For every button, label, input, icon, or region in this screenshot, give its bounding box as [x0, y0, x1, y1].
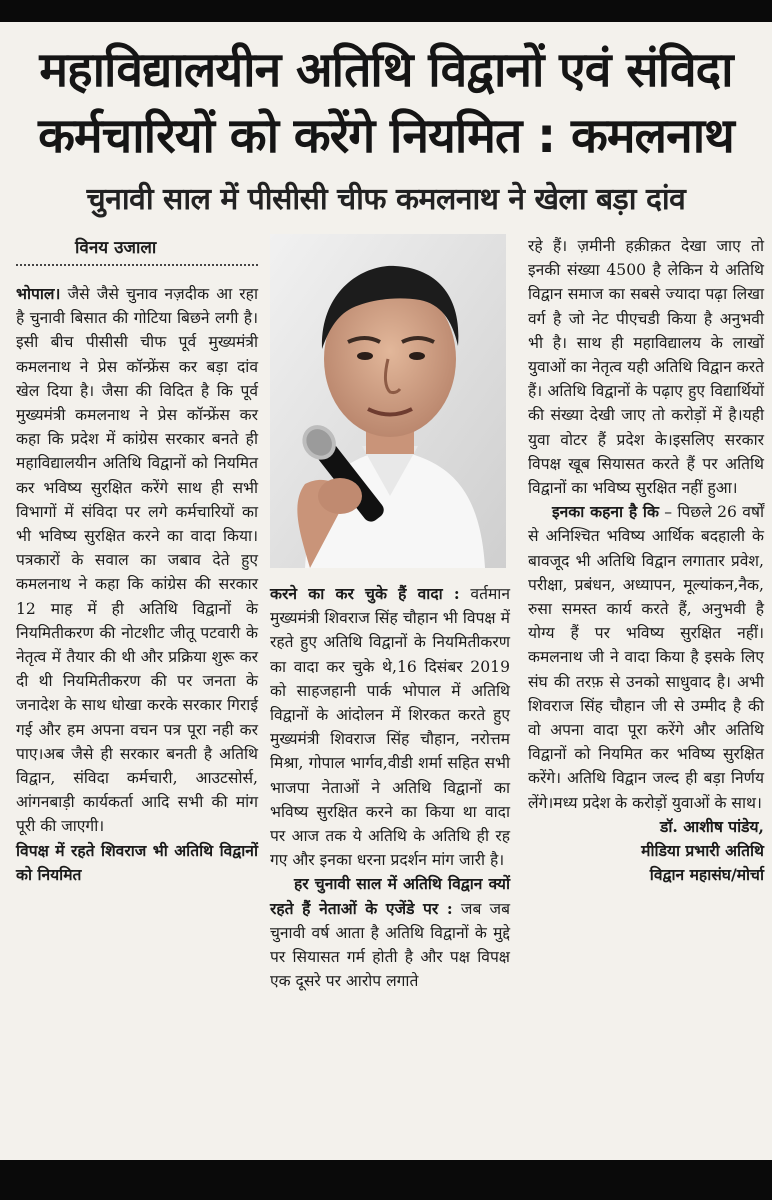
column-2-body-2: जब जब चुनावी वर्ष आता है अतिथि विद्वानों के मुद्दे पर सियासत गर्म होती है और पक्ष विपक्ष एक दूसरे पर आरोप लगाते	[270, 899, 510, 991]
newspaper-clipping	[0, 22, 772, 1160]
column-2-body-1: वर्तमान मुख्यमंत्री शिवराज सिंह चौहान भी विपक्ष में रहते हुए अतिथि विद्वानों के नियमितीकरण का वादा कर चुके थे,16 दिसंबर 2019 को साहजहानी पार्क भोपाल में अतिथि विद्वानों के आंदोलन में शिरकत करते हुए मुख्यमंत्री शिवराज सिंह चौहान, नरोत्तम मिश्रा, गोपाल भार्गव,वीडी शर्मा सहित सभी भाजपा नेताओं ने अतिथि विद्वानों का भविष्य सुरक्षित करने का किया था वादा पर आज तक ये अतिथि के अतिथि ही रह गए और इनका धरना प्रदर्शन मांग जारी है।	[270, 585, 510, 870]
signature-title-1: मीडिया प्रभारी अतिथि	[641, 841, 764, 861]
column-3-body-1: रहे हैं। ज़मीनी हक़ीक़त देखा जाए तो इनकी संख्या 4500 है लेकिन ये अतिथि विद्वान समाज का सबसे ज्यादा पढ़ा लिखा वर्ग है जो नेट पीएचडी किया है अनुभवी भी है। साथ ही महाविद्यालय के लाखों युवाओं का नेतृत्व यही अतिथि विद्वान करते हैं। अतिथि विद्वानों के पढ़ाए हुए विद्यार्थियों की संख्या देखी जाए तो करोड़ों में है।यही युवा वोटर हैं प्रदेश के।इसलिए सरकार विपक्ष खूब सियासत करते हैं पर अतिथि विद्वानों का भविष्य सुरक्षित नहीं हुआ।	[528, 237, 764, 498]
column-1-subheading: विपक्ष में रहते शिवराज भी अतिथि विद्वानों को नियमित	[16, 840, 258, 884]
headline-line-2: कर्मचारियों को करेंगे नियमित : कमलनाथ	[38, 108, 734, 164]
column-3-subheading: इनका कहना है कि	[552, 502, 659, 522]
speaker-portrait-illustration	[270, 234, 506, 568]
signature-title-2: विद्वान महासंघ/मोर्चा	[649, 865, 764, 885]
column-2-subheading-2: हर चुनावी साल में अतिथि विद्वान क्यों रहते हैं नेताओं के एजेंडे पर :	[270, 874, 510, 918]
byline: विनय उजाला	[75, 238, 157, 258]
subheadline: चुनावी साल में पीसीसी चीफ कमलनाथ ने खेला बड़ा दांव	[86, 182, 686, 217]
article-column-2	[270, 582, 510, 993]
article-column-3	[528, 234, 764, 887]
dateline: भोपाल।	[16, 284, 61, 303]
article-column-1	[16, 282, 258, 887]
byline-divider	[16, 264, 258, 266]
signature-name: डॉ. आशीष पांडेय,	[660, 816, 764, 836]
headline-line-1: महाविद्यालयीन अतिथि विद्वानों एवं संविदा	[39, 42, 733, 98]
column-2-subheading-1: करने का कर चुके हैं वादा :	[270, 584, 460, 603]
column-3-body-2: – पिछले 26 वर्षों से अनिश्चित भविष्य आर्थिक बदहाली के बावजूद भी अतिथि विद्वान लगातार प्रवेश, परीक्षा, प्रबंधन, अध्यापन, मूल्यांकन,नैक, रुसा समस्त कार्य करते हैं, अनुभवी है योग्य हैं पर भविष्य सुरक्षित नहीं। कमलनाथ जी ने वादा किया है इसके लिए संघ की तरफ़ से उनको साधुवाद है। अभी शिवराज सिंह चौहान जी से उम्मीद है की वो अपना वादा पूरा करेंगे और अतिथि विद्वानों को नियमित कर भविष्य सुरक्षित करेंगे। अतिथि विद्वान जल्द ही बड़ा निर्णय लेंगे।मध्य प्रदेश के करोड़ों युवाओं के साथ।	[528, 503, 764, 812]
column-1-body: जैसे जैसे चुनाव नज़दीक आ रहा है चुनावी बिसात की गोटिया बिछने लगी है। इसी बीच पीसीसी चीफ पूर्व मुख्यमंत्री कमलनाथ ने प्रेस कॉन्फ्रेंस कर बड़ा दांव खेल दिया है। जैसा की विदित है कि पूर्व मुख्यमंत्री कमलनाथ ने प्रेस कॉन्फ्रेंस कर कहा कि प्रदेश में कांग्रेस सरकार बनते ही महाविद्यालयीन अतिथि विद्वानों को नियमित कर भविष्य सुरक्षित करेंगे साथ ही सभी विभागों में संविदा पर लगे कर्मचारियों का भी भविष्य सुरक्षित करने का वादा किया। पत्रकारों के सवाल का जबाव देते हुए कमलनाथ ने कहा कि कांग्रेस की सरकार 12 माह में ही अतिथि विद्वानों के नियमितीकरण की नोटशीट जीतू पटवारी के नेतृत्व में तैयार की थी और प्रक्रिया शुरू कर दी थी नियमितीकरण की पर जनता के जनादेश के साथ धोखा करके सरकार गिराई गई और हम अपना वचन पत्र पूरा नही कर पाए।अब जैसे ही सरकार बनती है अतिथि विद्वान, संविदा कर्मचारी, आउटसोर्स, आंगनबाड़ी कार्यकर्ता आदि सभी की मांग पूरी की जाएगी।	[16, 285, 258, 836]
news-photo	[270, 234, 506, 568]
